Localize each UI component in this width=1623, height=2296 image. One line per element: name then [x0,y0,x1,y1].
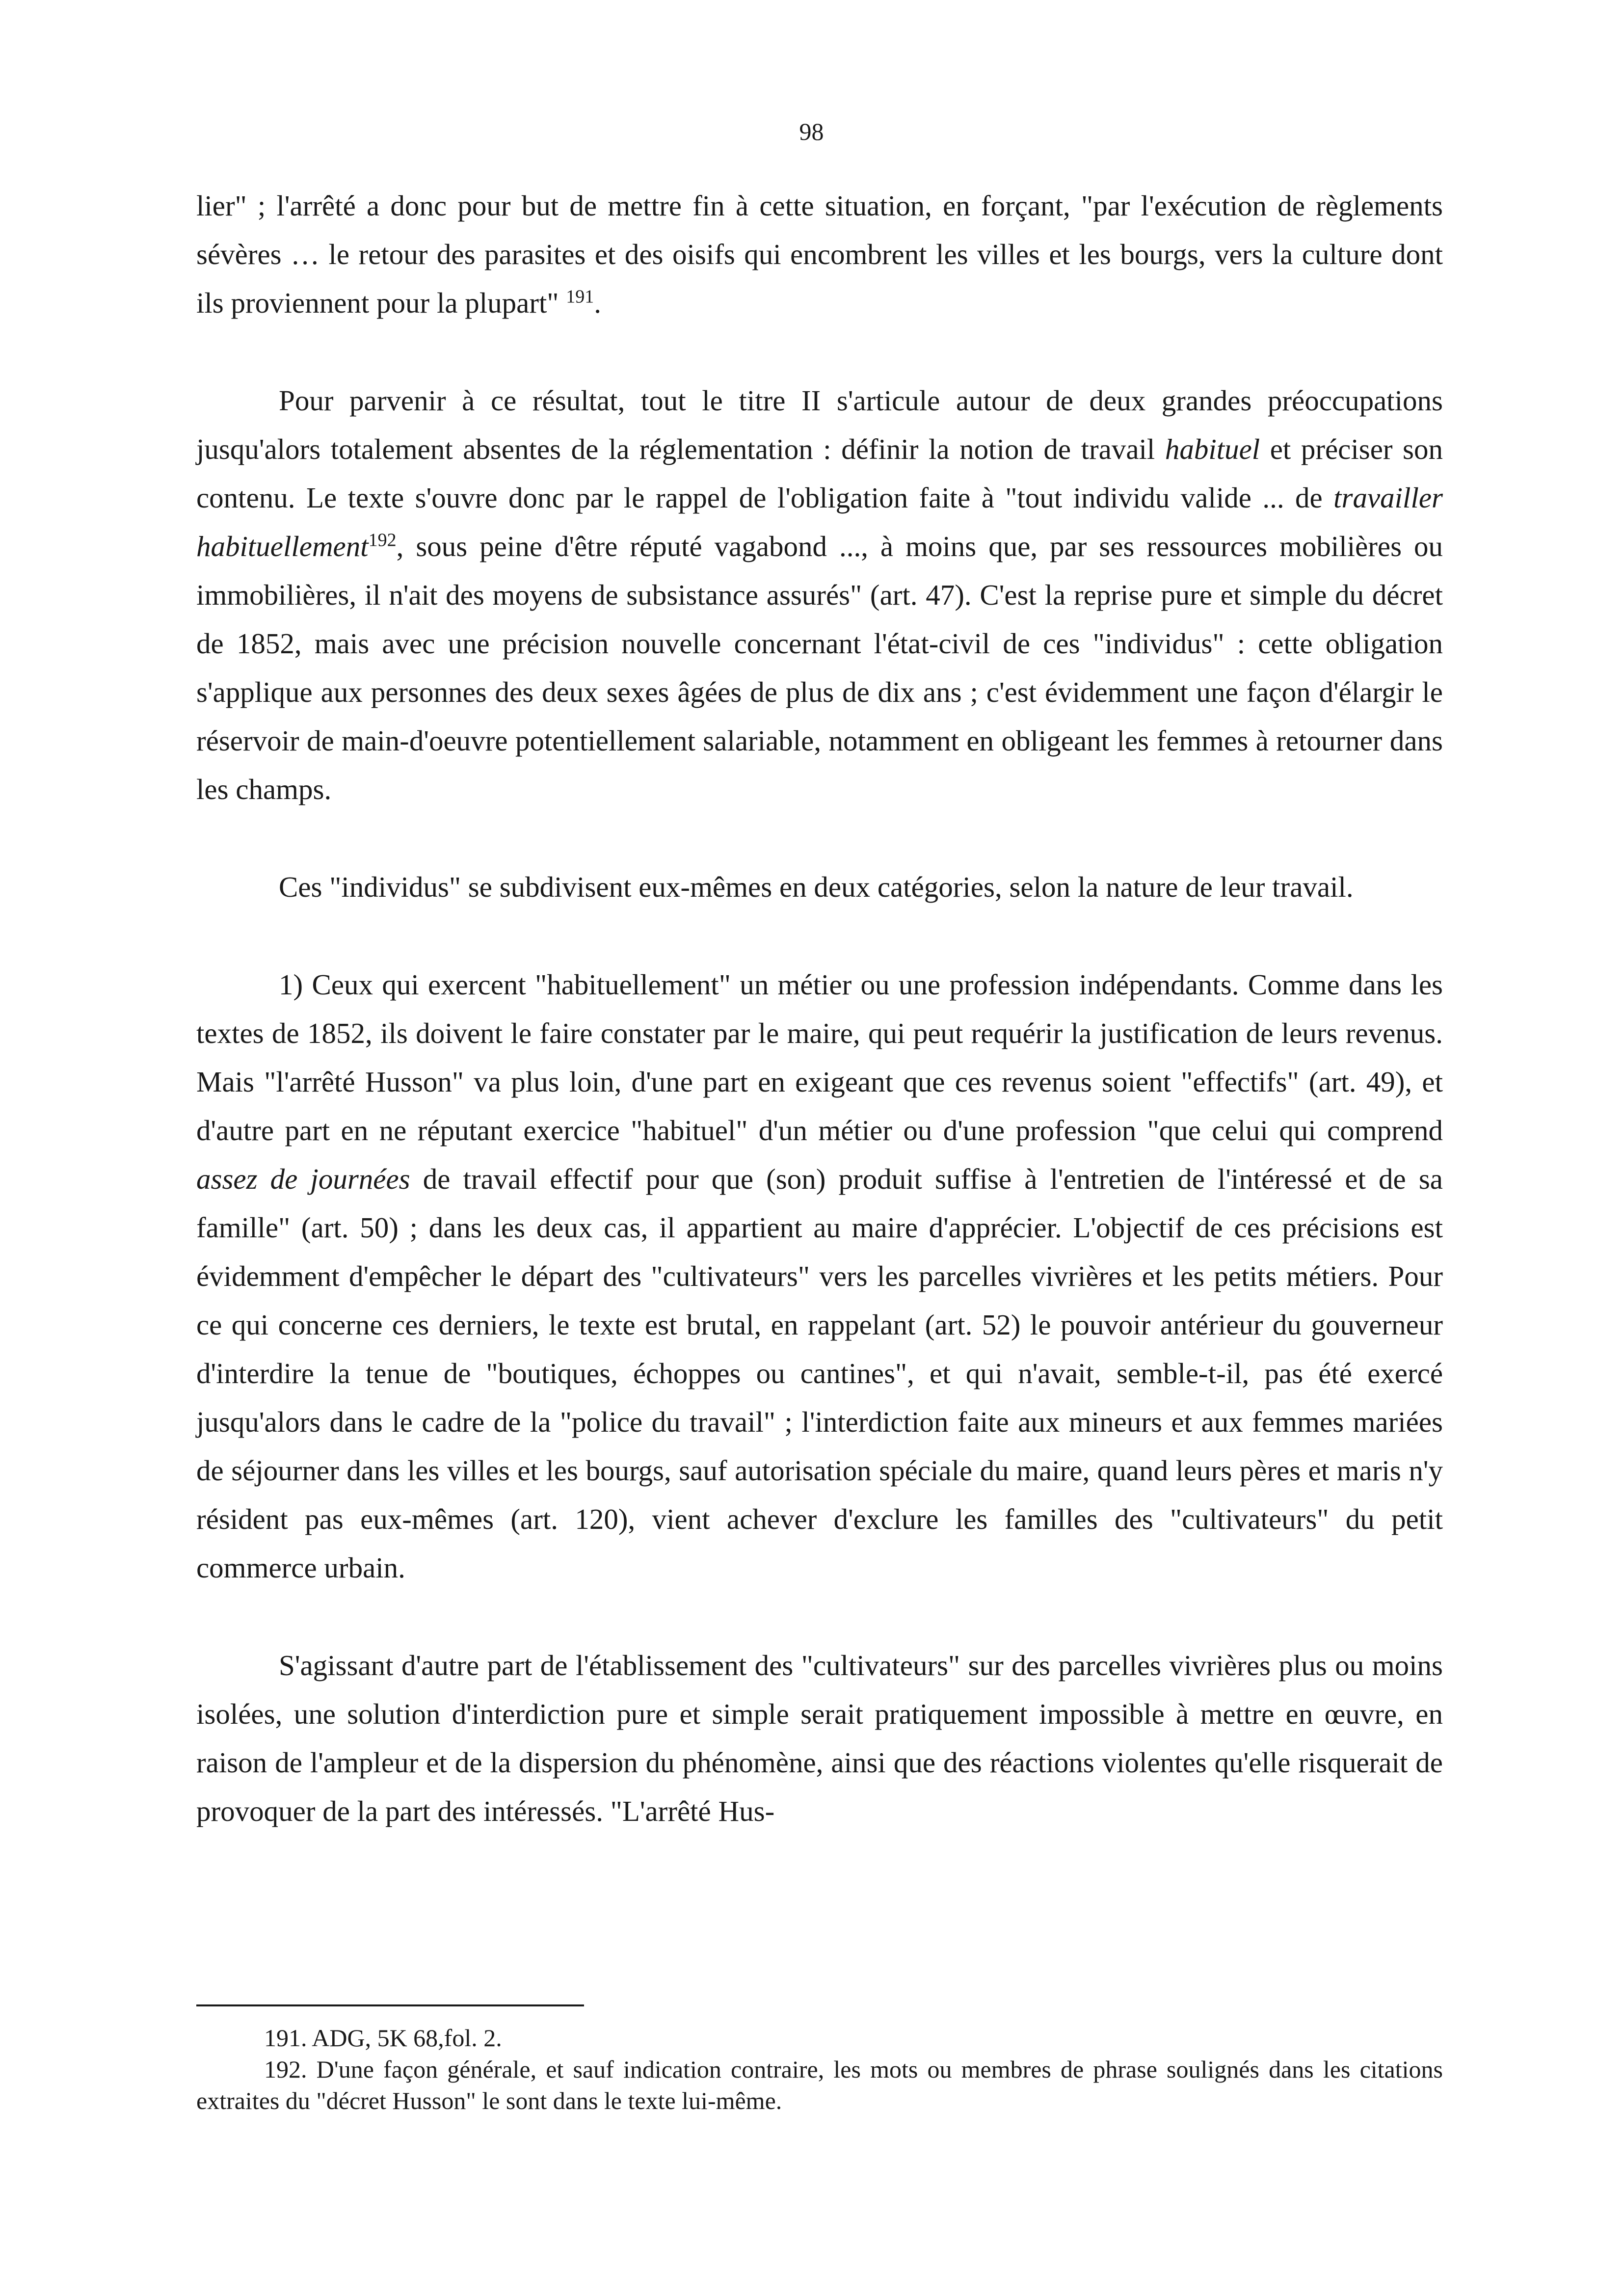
text-run: Ces "individus" se subdivisent eux-mêmes en deux catégories, selon la nature de leur travail. [279,871,1354,903]
footnote-reference[interactable]: 192 [368,530,397,551]
footnotes [196,2022,1443,2116]
text-run: . [594,287,601,319]
italic-text: assez de journées [196,1163,410,1195]
text-run: lier" ; l'arrêté a donc pour but de mettre fin à cette situation, en forçant, "par l'exécution de règlements sévères … le retour des parasites et des oisifs qui encombrent les villes et les bourgs, vers la culture dont ils proviennent pour la plupart" [196,189,1443,319]
text-run: S'agissant d'autre part de l'établissement des "cultivateurs" sur des parcelles vivrières plus ou moins isolées, une solution d'interdiction pure et simple serait pratiquement impossible à mettre en œuvre, en raison de l'ampleur et de la dispersion du phénomène, ainsi que des réactions violentes qu'elle risquerait de provoquer de la part des intéressés. "L'arrêté Hus- [196,1649,1443,1827]
footnote-reference[interactable]: 191 [566,286,594,307]
page-number: 98 [799,118,824,145]
paragraph [196,182,1443,327]
italic-text: travailler habituellement [196,481,1443,562]
italic-text: habituel [1165,433,1260,465]
text-run: 1) Ceux qui exercent "habituellement" un métier ou une profession indépendants. Comme dans les textes de 1852, ils doivent le faire constater par le maire, qui peut requérir la justification de leurs revenus. Mais "l'arrêté Husson" va plus loin, d'une part en exigeant que ces revenus soient "effectifs" (art. 49), et d'autre part en ne réputant exercice "habituel" d'un métier ou d'une profession "que celui qui comprend [196,968,1443,1147]
footnote-192: 192. D'une façon générale, et sauf indication contraire, les mots ou membres de phrase soulignés dans les citations extraites du "décret Husson" le sont dans le texte lui-même. [196,2056,1443,2114]
body-text [196,182,1443,1836]
paragraph [196,1641,1443,1836]
paragraph [196,961,1443,1592]
paragraph [196,863,1443,911]
text-run: Pour parvenir à ce résultat, tout le titre II s'articule autour de deux grandes préoccupations jusqu'alors totalement absentes de la réglementation : définir la notion de travail [196,384,1443,465]
text-run: de travail effectif pour que (son) produit suffise à l'entretien de l'intéressé et de sa famille" (art. 50) ; dans les deux cas, il appartient au maire d'apprécier. L'objectif de ces précisions est évidemment d'empêcher le départ des "cultivateurs" vers les parcelles vivrières et les petits métiers. Pour ce qui concerne ces derniers, le texte est brutal, en rappelant (art. 52) le pouvoir antérieur du gouverneur d'interdire la tenue de "boutiques, échoppes ou cantines", et qui n'avait, semble-t-il, pas été exercé jusqu'alors dans le cadre de la "police du travail" ; l'interdiction faite aux mineurs et aux femmes mariées de séjourner dans les villes et les bourgs, sauf autorisation spéciale du maire, quand leurs pères et maris n'y résident pas eux-mêmes (art. 120), vient achever d'exclure les familles des "cultivateurs" du petit commerce urbain. [196,1163,1443,1584]
text-run: , sous peine d'être réputé vagabond ..., à moins que, par ses ressources mobilières ou immobilières, il n'ait des moyens de subsistance assurés" (art. 47). C'est la reprise pure et simple du décret de 1852, mais avec une précision nouvelle concernant l'état-civil de ces "individus" : cette obligation s'applique aux personnes des deux sexes âgées de plus de dix ans ; c'est évidemment une façon d'élargir le réservoir de main-d'oeuvre potentiellement salariable, notamment en obligeant les femmes à retourner dans les champs. [196,530,1443,805]
footnote-191: 191. ADG, 5K 68,fol. 2. [264,2024,502,2052]
text-run: et préciser son contenu. Le texte s'ouvre donc par le rappel de l'obligation faite à "tout individu valide ... de [196,433,1443,514]
paragraph [196,376,1443,814]
footnote-separator [196,2004,584,2006]
